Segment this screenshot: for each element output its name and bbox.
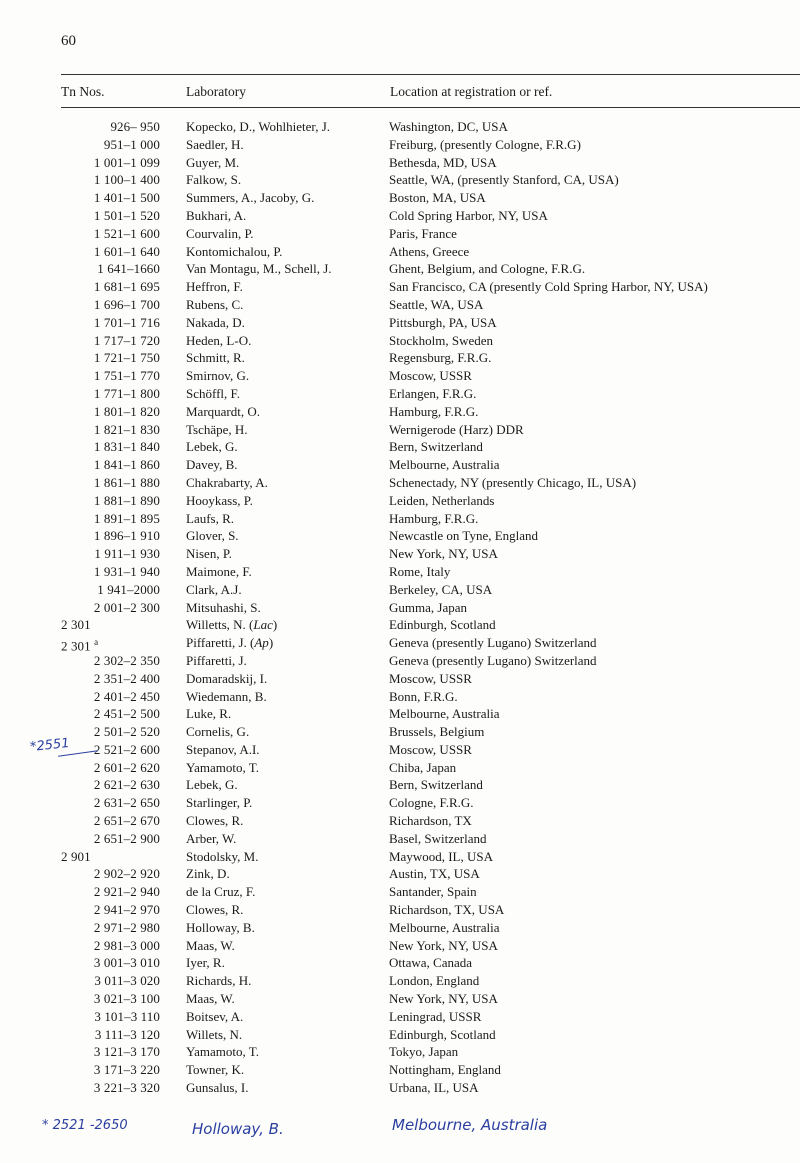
location-cell: Maywood, IL, USA (389, 848, 493, 864)
location-cell: London, England (389, 973, 480, 989)
laboratory-cell: Iyer, R. (186, 955, 225, 971)
location-cell: Athens, Greece (389, 243, 470, 259)
table-row (0, 883, 800, 901)
page-number: 60 (61, 33, 76, 49)
table-row (0, 990, 800, 1008)
tn-cell: 2 631–2 650 (93, 795, 160, 811)
laboratory-cell: Luke, R. (186, 706, 232, 722)
tn-cell: 2 401–2 450 (93, 688, 160, 704)
location-cell: Pittsburgh, PA, USA (389, 314, 497, 330)
table-row (0, 1061, 800, 1079)
tn-cell: 1 891–1 895 (93, 510, 160, 526)
location-cell: Moscow, USSR (389, 741, 472, 757)
tn-cell: 1 521–1 600 (93, 225, 160, 241)
location-cell: New York, NY, USA (389, 937, 498, 953)
location-cell: Richardson, TX (389, 813, 472, 829)
laboratory-cell: Tschäpe, H. (186, 421, 248, 437)
table-row (0, 812, 800, 830)
location-cell: Urbana, IL, USA (389, 1080, 479, 1096)
tn-cell: 3 111–3 120 (94, 1026, 160, 1042)
table-row (0, 527, 800, 545)
tn-cell: 1 100–1 400 (93, 172, 160, 188)
laboratory-cell: Summers, A., Jacoby, G. (186, 190, 315, 206)
location-cell: Bern, Switzerland (389, 777, 483, 793)
laboratory-cell: Zink, D. (186, 866, 230, 882)
location-cell: Schenectady, NY (presently Chicago, IL, USA) (389, 474, 637, 490)
table-row (0, 456, 800, 474)
laboratory-cell: Kontomichalou, P. (186, 243, 283, 259)
location-cell: Bethesda, MD, USA (389, 154, 497, 170)
table-row (0, 260, 800, 278)
laboratory-cell: Wiedemann, B. (186, 688, 267, 704)
tn-cell: 926– 950 (110, 119, 160, 134)
tn-cell: 2 971–2 980 (93, 919, 160, 935)
table-row (0, 136, 800, 154)
table-row (0, 616, 800, 634)
table-row (0, 421, 800, 439)
tn-cell: 2 941–2 970 (93, 902, 160, 918)
table-row (0, 919, 800, 937)
table-row (0, 438, 800, 456)
laboratory-cell: Schöffl, F. (186, 385, 240, 401)
location-cell: Nottingham, England (389, 1062, 501, 1078)
location-cell: Leningrad, USSR (389, 1008, 482, 1024)
location-cell: Seattle, WA, (presently Stanford, CA, USA) (389, 172, 619, 188)
location-cell: Hamburg, F.R.G. (389, 403, 479, 419)
tn-cell: 2 351–2 400 (93, 670, 160, 686)
location-cell: Melbourne, Australia (389, 457, 500, 473)
laboratory-cell: Willets, N. (186, 1026, 243, 1042)
table-row (0, 403, 800, 421)
table-row (0, 670, 800, 688)
table-row (0, 314, 800, 332)
table-row (0, 225, 800, 243)
tn-cell: 3 101–3 110 (94, 1008, 160, 1024)
location-cell: Regensburg, F.R.G. (389, 350, 492, 366)
laboratory-cell: Clark, A.J. (186, 581, 242, 597)
tn-cell: 2 621–2 630 (93, 777, 160, 793)
tn-cell: 3 221–3 320 (93, 1080, 160, 1096)
handwritten-note-tn: * 2521 -2650 (42, 1118, 128, 1133)
table-row (0, 563, 800, 581)
location-cell: Seattle, WA, USA (389, 296, 484, 312)
laboratory-cell: Willetts, N. (Lac) (186, 617, 278, 633)
tn-cell: 3 001–3 010 (93, 955, 160, 971)
laboratory-cell: Falkow, S. (186, 172, 242, 188)
tn-cell: 1 641–1660 (97, 261, 160, 277)
location-cell: Erlangen, F.R.G. (389, 385, 477, 401)
laboratory-cell: Kopecko, D., Wohlhieter, J. (186, 119, 331, 134)
header-tn-nos: Tn Nos. (61, 84, 105, 99)
table-body (0, 118, 800, 1097)
tn-cell: 1 696–1 700 (93, 296, 160, 312)
tn-cell: 1 601–1 640 (93, 243, 160, 259)
table-row (0, 776, 800, 794)
tn-cell: 1 881–1 890 (93, 492, 160, 508)
tn-cell: 1 401–1 500 (93, 190, 160, 206)
table-row (0, 492, 800, 510)
tn-cell: 2 521–2 600 (93, 741, 160, 757)
tn-cell: 3 011–3 020 (94, 973, 160, 989)
tn-cell: 2 981–3 000 (93, 937, 160, 953)
table-row (0, 545, 800, 563)
laboratory-cell: Glover, S. (186, 528, 239, 544)
table-row (0, 581, 800, 599)
location-cell: Tokyo, Japan (389, 1044, 459, 1060)
laboratory-cell: Piffaretti, J. (Ap) (186, 635, 274, 651)
tn-cell: 2 902–2 920 (93, 866, 160, 882)
location-cell: Berkeley, CA, USA (389, 581, 493, 597)
location-cell: Edinburgh, Scotland (389, 1026, 496, 1042)
tn-cell: 1 831–1 840 (93, 439, 160, 455)
table-row (0, 332, 800, 350)
table-row (0, 349, 800, 367)
table-row (0, 510, 800, 528)
location-cell: Moscow, USSR (389, 670, 472, 686)
header-rule (61, 107, 800, 108)
location-cell: Bern, Switzerland (389, 439, 483, 455)
table-row (0, 634, 800, 652)
table-row (0, 865, 800, 883)
laboratory-cell: Schmitt, R. (186, 350, 245, 366)
laboratory-cell: Davey, B. (186, 457, 238, 473)
tn-cell: 3 121–3 170 (93, 1044, 160, 1060)
laboratory-cell: Boitsev, A. (186, 1008, 244, 1024)
table-row (0, 154, 800, 172)
laboratory-cell: Rubens, C. (186, 296, 244, 312)
location-cell: Geneva (presently Lugano) Switzerland (389, 635, 597, 651)
tn-cell: 1 501–1 520 (93, 207, 160, 223)
table-row (0, 705, 800, 723)
table-row (0, 901, 800, 919)
laboratory-cell: Gunsalus, I. (186, 1080, 249, 1096)
table-row (0, 723, 800, 741)
location-cell: Melbourne, Australia (389, 919, 500, 935)
laboratory-cell: Yamamoto, T. (186, 759, 259, 775)
laboratory-cell: Domaradskij, I. (186, 670, 268, 686)
table-row (0, 794, 800, 812)
location-cell: Stockholm, Sweden (389, 332, 493, 348)
tn-cell: 2 651–2 900 (93, 830, 160, 846)
laboratory-cell: Clowes, R. (186, 902, 244, 918)
table-row (0, 972, 800, 990)
table-row (0, 171, 800, 189)
table-row (0, 688, 800, 706)
laboratory-cell: Maimone, F. (186, 563, 252, 579)
location-cell: Chiba, Japan (389, 759, 457, 775)
table-row (0, 367, 800, 385)
laboratory-cell: Cornelis, G. (186, 724, 250, 740)
tn-cell: 2 501–2 520 (93, 724, 160, 740)
tn-cell: 1 941–2000 (97, 581, 160, 597)
tn-cell: 1 821–1 830 (93, 421, 160, 437)
location-cell: Boston, MA, USA (389, 190, 486, 206)
table-row (0, 599, 800, 617)
tn-cell: 1 717–1 720 (93, 332, 160, 348)
location-cell: Santander, Spain (389, 884, 477, 900)
table-row (0, 937, 800, 955)
tn-cell: 2 451–2 500 (93, 706, 160, 722)
tn-cell: 2 301 $^a$ (61, 637, 99, 654)
tn-cell: 1 751–1 770 (93, 368, 160, 384)
header-location: Location at registration or ref. (390, 84, 553, 99)
location-cell: Geneva (presently Lugano) Switzerland (389, 652, 597, 668)
handwritten-note-lab: Holloway, B. (192, 1120, 284, 1138)
tn-cell: 2 001–2 300 (93, 599, 160, 615)
table-row (0, 385, 800, 403)
table-row (0, 474, 800, 492)
location-cell: Basel, Switzerland (389, 830, 487, 846)
location-cell: Cold Spring Harbor, NY, USA (389, 207, 548, 223)
laboratory-cell: Maas, W. (186, 937, 235, 953)
laboratory-cell: Heffron, F. (186, 279, 243, 295)
tn-cell: 2 601–2 620 (93, 759, 160, 775)
tn-cell: 951–1 000 (103, 136, 160, 152)
table-row (0, 954, 800, 972)
tn-cell: 1 841–1 860 (93, 457, 160, 473)
top-rule (61, 74, 800, 75)
location-cell: Austin, TX, USA (389, 866, 480, 882)
laboratory-cell: Van Montagu, M., Schell, J. (186, 261, 332, 277)
tn-cell: 1 931–1 940 (93, 563, 160, 579)
laboratory-cell: Stodolsky, M. (186, 848, 259, 864)
laboratory-cell: Chakrabarty, A. (186, 474, 268, 490)
laboratory-cell: Lebek, G. (186, 777, 238, 793)
location-cell: Bonn, F.R.G. (389, 688, 458, 704)
location-cell: Ottawa, Canada (389, 955, 473, 971)
tn-cell: 2 651–2 670 (93, 813, 160, 829)
tn-cell: 3 171–3 220 (93, 1062, 160, 1078)
table-row (0, 759, 800, 777)
laboratory-cell: Courvalin, P. (186, 225, 254, 241)
tn-cell: 1 861–1 880 (93, 474, 160, 490)
tn-cell: 1 721–1 750 (93, 350, 160, 366)
tn-cell: 2 921–2 940 (93, 884, 160, 900)
header-laboratory: Laboratory (186, 84, 246, 99)
laboratory-cell: Towner, K. (186, 1062, 245, 1078)
laboratory-cell: Maas, W. (186, 991, 235, 1007)
laboratory-cell: Clowes, R. (186, 813, 244, 829)
table-row (0, 243, 800, 261)
laboratory-cell: Starlinger, P. (186, 795, 253, 811)
laboratory-cell: Heden, L-O. (186, 332, 252, 348)
location-cell: Rome, Italy (389, 563, 451, 579)
table-row (0, 278, 800, 296)
location-cell: Edinburgh, Scotland (389, 617, 496, 633)
table-row (0, 1008, 800, 1026)
location-cell: Paris, France (389, 225, 457, 241)
laboratory-cell: Holloway, B. (186, 919, 255, 935)
tn-cell: 1 771–1 800 (93, 385, 160, 401)
table-row (0, 1043, 800, 1061)
table-row (0, 848, 800, 866)
location-cell: Freiburg, (presently Cologne, F.R.G) (389, 136, 581, 152)
table-header (0, 84, 800, 102)
laboratory-cell: Lebek, G. (186, 439, 238, 455)
tn-cell: 2 901 (61, 848, 91, 864)
laboratory-cell: Piffaretti, J. (186, 652, 247, 668)
table-row (0, 207, 800, 225)
table-row (0, 652, 800, 670)
laboratory-cell: Yamamoto, T. (186, 1044, 259, 1060)
location-cell: New York, NY, USA (389, 546, 498, 562)
laboratory-cell: Laufs, R. (186, 510, 235, 526)
handwritten-note-loc: Melbourne, Australia (392, 1116, 548, 1134)
tn-cell: 2 302–2 350 (93, 652, 160, 668)
tn-cell: 3 021–3 100 (93, 991, 160, 1007)
location-cell: Moscow, USSR (389, 368, 472, 384)
location-cell: San Francisco, CA (presently Cold Spring Harbor, NY, USA) (389, 279, 708, 295)
location-cell: Newcastle on Tyne, England (389, 528, 539, 544)
laboratory-cell: Smirnov, G. (186, 368, 250, 384)
location-cell: Wernigerode (Harz) DDR (389, 421, 524, 437)
location-cell: Gumma, Japan (389, 599, 467, 615)
laboratory-cell: Bukhari, A. (186, 207, 247, 223)
location-cell: Brussels, Belgium (389, 724, 485, 740)
laboratory-cell: Richards, H. (186, 973, 252, 989)
tn-cell: 2 301 (61, 617, 91, 633)
location-cell: Melbourne, Australia (389, 706, 500, 722)
laboratory-cell: Saedler, H. (186, 136, 244, 152)
location-cell: Richardson, TX, USA (389, 902, 505, 918)
handwritten-margin-mark: *2551 (29, 735, 71, 756)
laboratory-cell: de la Cruz, F. (186, 884, 256, 900)
table-row (0, 118, 800, 136)
location-cell: Washington, DC, USA (389, 119, 508, 134)
laboratory-cell: Arber, W. (186, 830, 237, 846)
laboratory-cell: Mitsuhashi, S. (186, 599, 261, 615)
table-row (0, 1026, 800, 1044)
location-cell: Ghent, Belgium, and Cologne, F.R.G. (389, 261, 586, 277)
tn-cell: 1 681–1 695 (93, 279, 160, 295)
location-cell: Cologne, F.R.G. (389, 795, 474, 811)
tn-cell: 1 911–1 930 (94, 546, 160, 562)
table-row (0, 830, 800, 848)
location-cell: New York, NY, USA (389, 991, 498, 1007)
location-cell: Leiden, Netherlands (389, 492, 495, 508)
laboratory-cell: Hooykass, P. (186, 492, 253, 508)
laboratory-cell: Guyer, M. (186, 154, 240, 170)
table-row (0, 189, 800, 207)
tn-cell: 1 001–1 099 (93, 154, 160, 170)
location-cell: Hamburg, F.R.G. (389, 510, 479, 526)
laboratory-cell: Nisen, P. (186, 546, 232, 562)
tn-cell: 1 801–1 820 (93, 403, 160, 419)
table-row (0, 1079, 800, 1097)
tn-cell: 1 896–1 910 (93, 528, 160, 544)
laboratory-cell: Nakada, D. (186, 314, 245, 330)
tn-cell: 1 701–1 716 (93, 314, 160, 330)
laboratory-cell: Marquardt, O. (186, 403, 261, 419)
table-row (0, 296, 800, 314)
table-row (0, 741, 800, 759)
laboratory-cell: Stepanov, A.I. (186, 741, 260, 757)
